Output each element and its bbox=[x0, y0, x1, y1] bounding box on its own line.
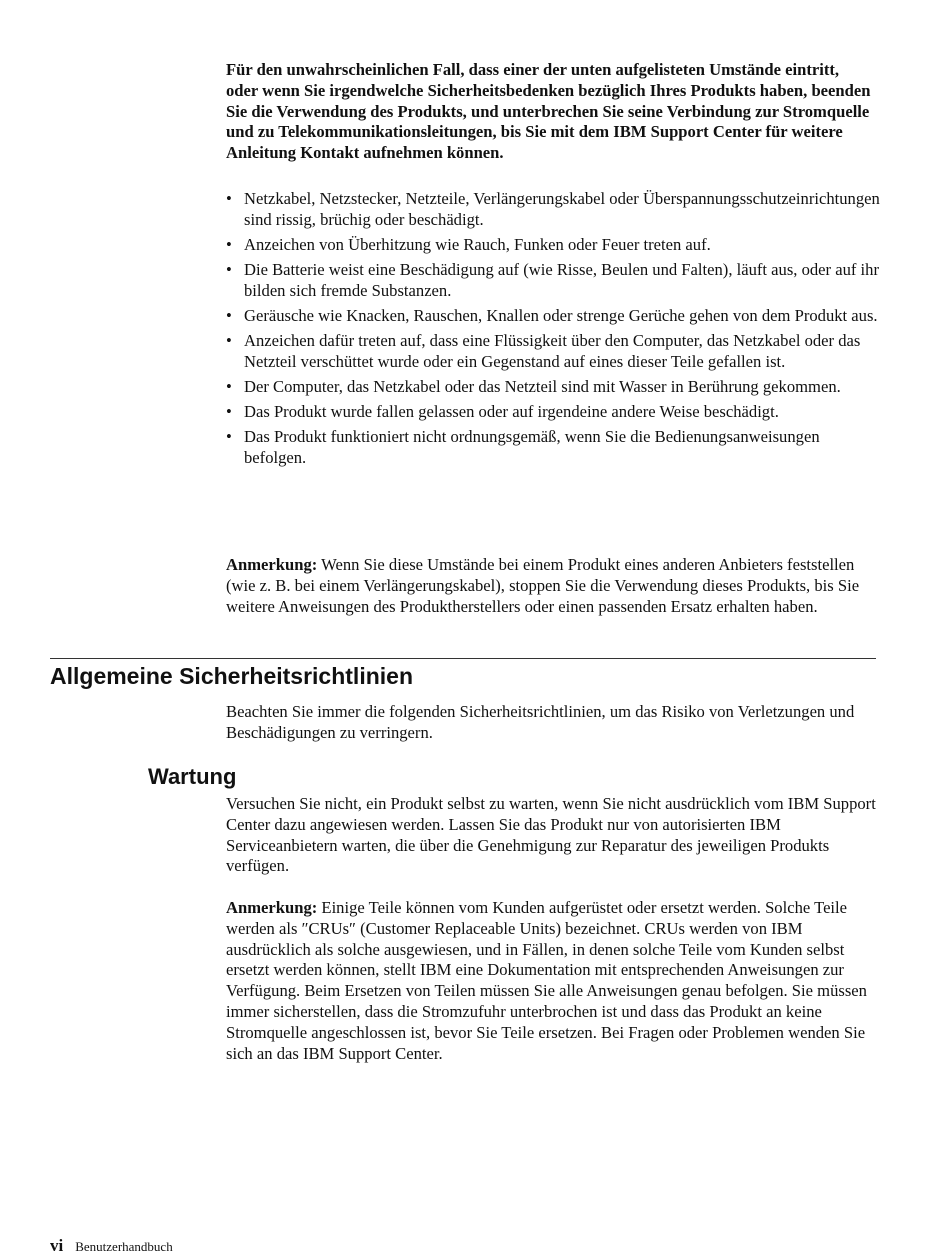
note-cru bbox=[226, 898, 876, 1064]
list-item: • Netzkabel, Netzstecker, Netzteile, Verlängerungskabel oder Überspannungsschutzeinrichtungen sind rissig, brüchig oder beschädigt. bbox=[226, 188, 881, 230]
list-item: • Das Produkt wurde fallen gelassen oder auf irgendeine andere Weise beschädigt. bbox=[226, 401, 881, 422]
note-label: Anmerkung: bbox=[226, 898, 318, 917]
section-divider bbox=[50, 658, 876, 659]
note-text: Einige Teile können vom Kunden aufgerüstet oder ersetzt werden. Solche Teile werden als ″CRUs″ (Customer Replaceable Units) bezeichnet. CRUs werden von IBM ausdrücklich als solche ausgewiesen, und in Fällen, in denen solche Teile vom Kunden selbst ersetzt werden können, stellt IBM eine Dokumentation mit entsprechenden Anweisungen zur Verfügung. Beim Ersetzen von Teilen müssen Sie alle Anweisungen genau befolgen. Sie müssen immer sicherstellen, dass die Stromzufuhr unterbrochen ist und dass das Produkt an keine Stromquelle angeschlossen ist, bevor Sie Teile ersetzen. Bei Fragen oder Problemen wenden Sie sich an das IBM Support Center. bbox=[226, 898, 867, 1063]
page-number: vi bbox=[50, 1236, 64, 1255]
subsection-title: Wartung bbox=[148, 764, 237, 789]
wartung-paragraph: Versuchen Sie nicht, ein Produkt selbst zu warten, wenn Sie nicht ausdrücklich vom IBM Support Center dazu angewiesen werden. Lassen Sie das Produkt nur von autorisierten IBM Serviceanbietern warten, die über die Genehmigung zur Reparatur des jeweiligen Produkts verfügen. bbox=[226, 794, 876, 876]
note-label: Anmerkung: bbox=[226, 555, 318, 574]
section-title: Allgemeine Sicherheitsrichtlinien bbox=[50, 663, 413, 689]
note-text: Wenn Sie diese Umstände bei einem Produkt eines anderen Anbieters feststellen (wie z. B. bei einem Verlängerungskabel), stoppen Sie die Verwendung dieses Produkts, bis Sie weitere Anweisungen des Produktherstellers oder einen passenden Ersatz erhalten haben. bbox=[226, 555, 860, 616]
page-footer bbox=[50, 1236, 173, 1257]
note-third-party bbox=[226, 555, 878, 617]
list-item: • Die Batterie weist eine Beschädigung auf (wie Risse, Beulen und Falten), läuft aus, oder auf ihr bilden sich fremde Substanzen. bbox=[226, 259, 881, 301]
list-item: • Anzeichen von Überhitzung wie Rauch, Funken oder Feuer treten auf. bbox=[226, 234, 881, 255]
lead-paragraph: Für den unwahrscheinlichen Fall, dass einer der unten aufgelisteten Umstände eintritt, oder wenn Sie irgendwelche Sicherheitsbedenken bezüglich Ihres Produkts haben, beenden Sie die Verwendung des Produkts, und unterbrechen Sie seine Verbindung zur Stromquelle und zu Telekommunikationsleitungen, bis Sie mit dem IBM Support Center für weitere Anleitung Kontakt aufnehmen können. bbox=[226, 60, 871, 163]
hazard-list bbox=[226, 188, 881, 472]
list-item: • Das Produkt funktioniert nicht ordnungsgemäß, wenn Sie die Bedienungsanweisungen befolgen. bbox=[226, 426, 881, 468]
section-intro: Beachten Sie immer die folgenden Sicherheitsrichtlinien, um das Risiko von Verletzungen und Beschädigungen zu verringern. bbox=[226, 702, 855, 742]
list-item: • Der Computer, das Netzkabel oder das Netzteil sind mit Wasser in Berührung gekommen. bbox=[226, 376, 881, 397]
book-title: Benutzerhandbuch bbox=[75, 1239, 173, 1254]
list-item: • Anzeichen dafür treten auf, dass eine Flüssigkeit über den Computer, das Netzkabel oder das Netzteil verschüttet wurde oder ein Gegenstand auf eines dieser Teile gefallen ist. bbox=[226, 330, 881, 372]
list-item: • Geräusche wie Knacken, Rauschen, Knallen oder strenge Gerüche gehen von dem Produkt aus. bbox=[226, 305, 881, 326]
